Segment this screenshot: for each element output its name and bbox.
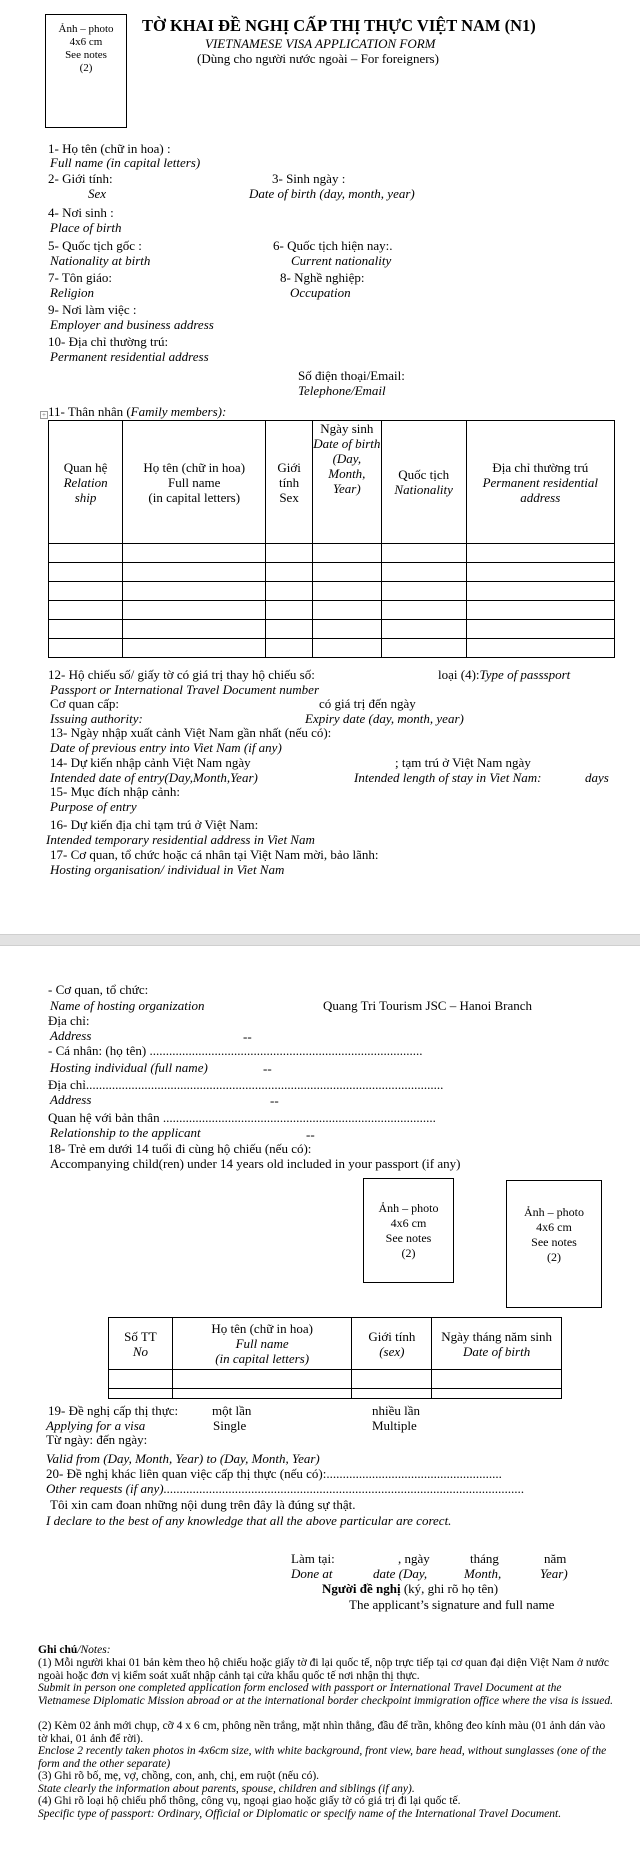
org-address-label: Địa chỉ: <box>48 1013 90 1028</box>
field-13-label: 13- Ngày nhập xuất cảnh Việt Nam gần nhất (nếu có): <box>50 725 332 740</box>
field-15-label-en: Purpose of entry <box>50 799 137 814</box>
issuer-label-en: Issuing authority: <box>50 711 143 726</box>
individual-address-value: -- <box>270 1093 279 1108</box>
applicant-signature-label: Người đề nghị (ký, ghi rõ họ tên) <box>322 1581 499 1596</box>
relationship-label-en: Relationship to the applicant <box>50 1125 201 1140</box>
field-4-label-en: Place of birth <box>50 220 122 235</box>
field-17-label: 17- Cơ quan, tổ chức hoặc cá nhân tại Việt Nam mời, bảo lãnh: <box>50 847 379 862</box>
org-address-label-en: Address <box>50 1028 92 1043</box>
applicant-signature-label-en: The applicant’s signature and full name <box>349 1597 555 1612</box>
org-address-value: -- <box>243 1029 252 1044</box>
field-16-label: 16- Dự kiến địa chỉ tạm trú ở Việt Nam: <box>50 817 259 832</box>
individual-address-label: Địa chỉ.............................................................................................................. <box>48 1077 444 1092</box>
field-7-label-en: Religion <box>50 285 95 300</box>
table-row[interactable] <box>49 563 615 582</box>
org-label-en: Name of hosting organization <box>50 998 205 1013</box>
visa-multiple-label: nhiều lần <box>372 1403 421 1418</box>
table-row[interactable] <box>49 601 615 620</box>
photo-box-applicant <box>45 14 127 128</box>
declaration: Tôi xin cam đoan những nội dung trên đây là đúng sự thật. <box>50 1497 356 1512</box>
field-4-label: 4- Nơi sinh : <box>48 205 114 220</box>
field-6-label-en: Current nationality <box>291 253 392 268</box>
field-14-stay-en: Intended length of stay in Viet Nam: <box>354 770 542 785</box>
field-13-label-en: Date of previous entry into Viet Nam (if any) <box>50 740 282 755</box>
field-12-label-en: Passport or International Travel Document number <box>50 682 320 697</box>
phone-email-label-en: Telephone/Email <box>298 383 386 398</box>
field-2-label: 2- Giới tính: <box>48 171 113 186</box>
field-17-label-en: Hosting organisation/ individual in Viet Nam <box>50 862 285 877</box>
org-label: - Cơ quan, tổ chức: <box>48 982 149 997</box>
field-18-label: 18- Trẻ em dưới 14 tuổi đi cùng hộ chiếu (nếu có): <box>48 1141 312 1156</box>
col-dob: Ngày sinh Date of birth (Day, Month, Year) <box>312 421 381 544</box>
phone-email-label: Số điện thoại/Email: <box>298 368 405 383</box>
note-2: (2) Kèm 02 ảnh mới chụp, cỡ 4 x 6 cm, phông nền trắng, mặt nhìn thẳng, đầu để trần, không đeo kính màu (01 ảnh dán vào tờ khai, 01 ảnh để rời). Enclose 2 recently taken photos in 4x6cm size, with white background, front view, bare head, without sunglasses (one of the form and the other separate) <box>38 1720 607 1770</box>
field-2-label-en: Sex <box>88 186 107 201</box>
field-20-label-en: Other requests (if any)............................................................................................................... <box>46 1481 525 1496</box>
field-9-label: 9- Nơi làm việc : <box>48 302 137 317</box>
field-1-label: 1- Họ tên (chữ in hoa) : <box>48 141 171 156</box>
individual-label: - Cá nhân: (họ tên) .................................................................................... <box>48 1043 423 1058</box>
col-sex: Giới tính Sex <box>266 421 313 544</box>
col-relation: Quan hệ Relation ship <box>49 421 123 544</box>
photo-see-notes: See notes <box>65 49 107 61</box>
field-16-label-en: Intended temporary residential address in Viet Nam <box>46 832 315 847</box>
field-8-label: 8- Nghề nghiệp: <box>280 270 365 285</box>
validity-label: Từ ngày: đến ngày: <box>46 1432 148 1447</box>
photo-note-ref: (2) <box>79 62 93 74</box>
col-child-sex: Giới tính (sex) <box>352 1318 432 1370</box>
table-row[interactable] <box>49 544 615 563</box>
visa-single-label-en: Single <box>213 1418 247 1433</box>
children-table <box>108 1317 562 1399</box>
note-1: (1) Mỗi người khai 01 bản kèm theo hộ chiếu hoặc giấy tờ đi lại quốc tế, nộp trực tiếp tại cơ quan đại diện Việt Nam ở nước ngoài hoặc đơn vị kiểm soát xuất nhập cảnh tại cửa khẩu quốc tế nơi nhận thị thực. Submit in person one completed application form enclosed with passport or International Travel Document at the Vietnamese Diplomatic Mission abroad or at the international border checkpoint immigration office where the visa is issued. <box>38 1657 614 1707</box>
table-row[interactable] <box>109 1389 562 1399</box>
individual-value: -- <box>263 1061 272 1076</box>
signed-year-label-en: Year) <box>540 1566 568 1581</box>
form-subtitle: VIETNAMESE VISA APPLICATION FORM <box>205 36 436 51</box>
field-1-label-en: Full name (in capital letters) <box>50 155 201 170</box>
field-14-label-en: Intended date of entry(Day,Month,Year) <box>50 770 258 785</box>
field-7-label: 7- Tôn giáo: <box>48 270 113 285</box>
expiry-label-en: Expiry date (day, month, year) <box>305 711 464 726</box>
individual-label-en: Hosting individual (full name) <box>50 1060 208 1075</box>
col-nationality: Quốc tịch Nationality <box>381 421 466 544</box>
field-12-type: loại (4):Type of passsport <box>438 667 571 682</box>
signed-month-label: tháng <box>470 1551 499 1566</box>
photo-box-child-1: Ảnh – photo 4x6 cm See notes (2) <box>363 1178 454 1283</box>
col-no: Số TT No <box>109 1318 173 1370</box>
field-14-label: 14- Dự kiến nhập cảnh Việt Nam ngày <box>50 755 251 770</box>
field-19-label: 19- Đề nghị cấp thị thực: <box>48 1403 179 1418</box>
table-move-handle[interactable]: + <box>40 411 48 419</box>
field-5-label-en: Nationality at birth <box>50 253 151 268</box>
col-address: Địa chỉ thường trú Permanent residential address <box>466 421 614 544</box>
note-4: (4) Ghi rõ loại hộ chiếu phổ thông, công vụ, ngoại giao hoặc giấy tờ có giá trị đi lại quốc tế. Specific type of passport: Ordinary, Official or Diplomatic or specify name of the International Travel Document. <box>38 1795 562 1820</box>
notes-title: Ghi chú/Notes: <box>38 1644 111 1656</box>
page-separator <box>0 934 640 946</box>
field-6-label: 6- Quốc tịch hiện nay:. <box>273 238 393 253</box>
table-row[interactable] <box>109 1370 562 1389</box>
relationship-value: -- <box>306 1127 315 1142</box>
field-11-label <box>48 404 226 419</box>
photo-label: Ảnh – photo <box>58 23 114 35</box>
field-12-label: 12- Hộ chiếu số/ giấy tờ có giá trị thay hộ chiếu số: <box>48 667 315 682</box>
signed-year-label: năm <box>544 1551 567 1566</box>
photo-box-child-2: Ảnh – photo 4x6 cm See notes (2) <box>506 1180 602 1308</box>
signed-at-label: Làm tại: <box>291 1551 335 1566</box>
expiry-label: có giá trị đến ngày <box>319 696 416 711</box>
field-18-label-en: Accompanying child(ren) under 14 years old included in your passport (if any) <box>50 1156 461 1171</box>
field-14-days: days <box>585 770 609 785</box>
signed-day-label-en: date (Day, <box>373 1566 428 1581</box>
field-20-label: 20- Đề nghị khác liên quan việc cấp thị thực (nếu có):...................................................... <box>46 1466 502 1481</box>
field-10-label: 10- Địa chỉ thường trú: <box>48 334 169 349</box>
form-title: TỜ KHAI ĐỀ NGHỊ CẤP THỊ THỰC VIỆT NAM (N1) <box>142 16 536 35</box>
field-11-label-vi: 11- Thân nhân ( <box>48 404 131 419</box>
issuer-label: Cơ quan cấp: <box>50 696 119 711</box>
table-row[interactable] <box>49 582 615 601</box>
validity-label-en: Valid from (Day, Month, Year) to (Day, Month, Year) <box>46 1451 320 1466</box>
individual-address-label-en: Address <box>50 1092 92 1107</box>
signed-at-label-en: Done at <box>291 1566 333 1581</box>
table-row[interactable] <box>49 620 615 639</box>
field-9-label-en: Employer and business address <box>50 317 214 332</box>
table-row[interactable] <box>49 639 615 658</box>
field-10-label-en: Permanent residential address <box>50 349 209 364</box>
field-11-label-en: Family members): <box>130 404 227 419</box>
field-5-label: 5- Quốc tịch gốc : <box>48 238 142 253</box>
col-fullname: Họ tên (chữ in hoa) Full name (in capital letters) <box>123 421 266 544</box>
col-child-name: Họ tên (chữ in hoa) Full name (in capital letters) <box>172 1318 352 1370</box>
declaration-en: I declare to the best of any knowledge that all the above particular are corect. <box>46 1513 452 1528</box>
field-14-stay: ; tạm trú ở Việt Nam ngày <box>395 755 531 770</box>
form-audience-note: (Dùng cho người nước ngoài – For foreigners) <box>197 51 439 66</box>
field-3-label-en: Date of birth (day, month, year) <box>249 186 415 201</box>
family-members-table <box>48 420 615 658</box>
org-value: Quang Tri Tourism JSC – Hanoi Branch <box>323 998 533 1013</box>
field-3-label: 3- Sinh ngày : <box>272 171 346 186</box>
visa-multiple-label-en: Multiple <box>372 1418 417 1433</box>
field-19-label-en: Applying for a visa <box>46 1418 146 1433</box>
field-15-label: 15- Mục đích nhập cảnh: <box>50 784 180 799</box>
signed-month-label-en: Month, <box>464 1566 502 1581</box>
photo-size: 4x6 cm <box>69 36 103 48</box>
field-8-label-en: Occupation <box>290 285 351 300</box>
relationship-label: Quan hệ với bản thân .................................................................................... <box>48 1110 436 1125</box>
note-3: (3) Ghi rõ bố, mẹ, vợ, chồng, con, anh, chị, em ruột (nếu có). State clearly the information about parents, spouse, children and siblings (if any). <box>38 1770 415 1795</box>
signed-day-label: , ngày <box>398 1551 430 1566</box>
visa-once-label: một lần <box>212 1403 252 1418</box>
col-child-dob: Ngày tháng năm sinh Date of birth <box>432 1318 562 1370</box>
